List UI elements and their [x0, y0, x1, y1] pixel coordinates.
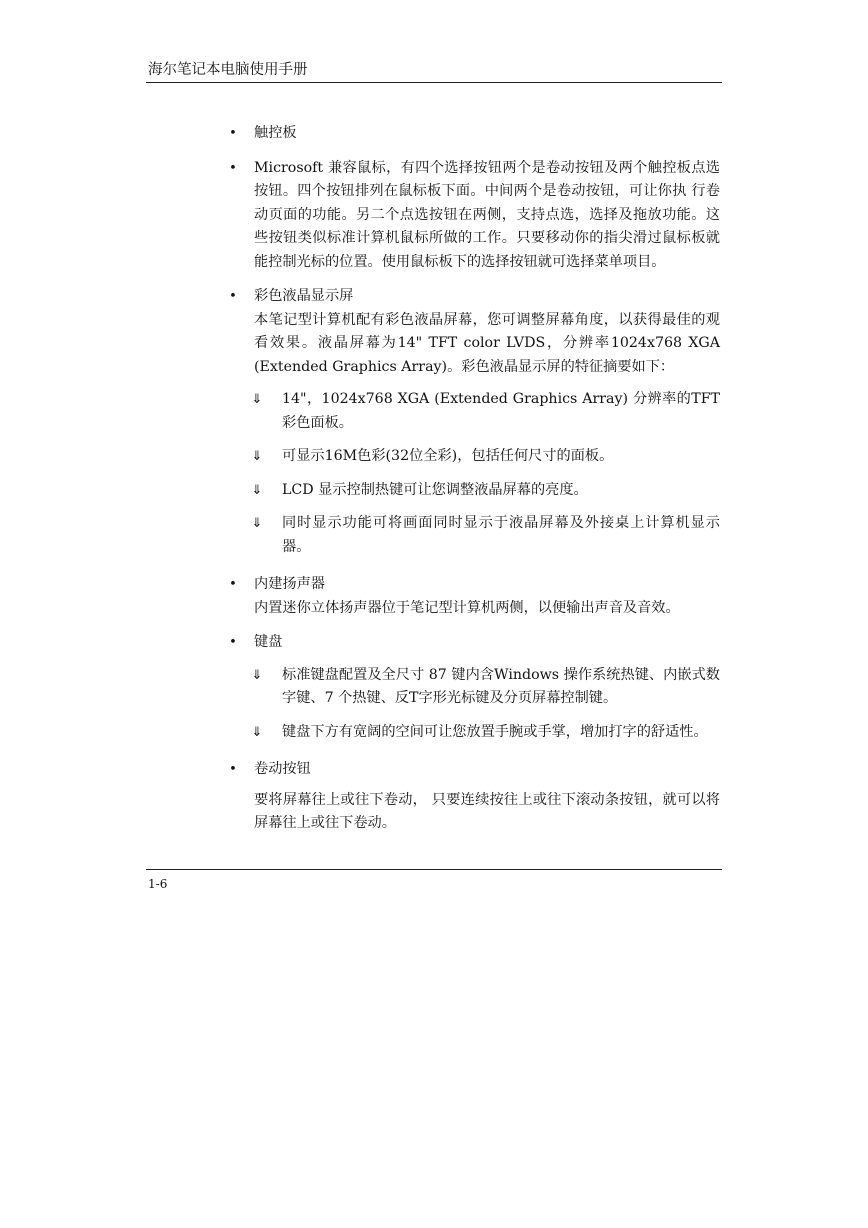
- page-number: 1-6: [148, 877, 168, 891]
- bullet-icon: •: [229, 762, 237, 777]
- list-item-text: 14"，1024x768 XGA (Extended Graphics Array) 分辨率的TFT 彩色面板。: [282, 391, 720, 431]
- section-text-lcd: 本笔记型计算机配有彩色液晶屏幕，您可调整屏幕角度，以获得最佳的观看效果。液晶屏幕为14" TFT color LVDS，分辨率1024x768 XGA (Extended Graphics Array)。彩色液晶显示屏的特征摘要如下：: [254, 311, 720, 375]
- bullet-speaker: [226, 573, 720, 620]
- list-item: [226, 445, 720, 469]
- list-item: [226, 664, 720, 711]
- bullet-keyboard: [226, 631, 720, 744]
- arrow-down-icon: ⇓: [251, 392, 263, 407]
- bullet-scroll: [226, 758, 720, 836]
- section-text-speaker: 内置迷你立体扬声器位于笔记型计算机两侧，以便输出声音及音效。: [254, 599, 680, 616]
- arrow-down-icon: ⇓: [251, 667, 263, 683]
- lcd-feature-list: [226, 388, 720, 559]
- list-item-text: LCD 显示控制热键可让您调整液晶屏幕的亮度。: [282, 481, 588, 498]
- bullet-icon: •: [229, 289, 237, 304]
- section-title-scroll: 卷动按钮: [254, 761, 311, 777]
- list-item-text: 键盘下方有宽阔的空间可让您放置手腕或手掌，增加打字的舒适性。: [282, 723, 708, 740]
- section-title-lcd: 彩色液晶显示屏: [254, 288, 354, 304]
- list-item-text: 标准键盘配置及全尺寸 87 键内含Windows 操作系统热键、内嵌式数字键、7 个热键、反T字形光标键及分页屏幕控制键。: [282, 666, 720, 706]
- list-item: [226, 512, 720, 559]
- bullet-icon: •: [229, 577, 237, 592]
- list-item: [226, 479, 720, 503]
- section-title-touchpad: 触控板: [254, 125, 297, 141]
- list-item-text: 可显示16M色彩(32位全彩)，包括任何尺寸的面板。: [282, 448, 614, 464]
- bullet-touchpad: [226, 122, 720, 146]
- arrow-down-icon: ⇓: [251, 449, 263, 464]
- section-title-keyboard: 键盘: [254, 634, 283, 650]
- header-divider: [146, 82, 722, 83]
- arrow-down-icon: ⇓: [251, 516, 263, 531]
- bullet-icon: •: [229, 160, 237, 176]
- list-item: [226, 721, 720, 745]
- arrow-down-icon: ⇓: [251, 482, 263, 498]
- section-title-speaker: 内建扬声器: [254, 576, 325, 592]
- list-item: [226, 388, 720, 435]
- section-text-mouse: Microsoft 兼容鼠标，有四个选择按钮两个是卷动按钮及两个触控板点选按钮。四个按钮排列在鼠标板下面。中间两个是卷动按钮，可让你执 行卷动页面的功能。另二个点选按钮在两侧，支持点选，选择及拖放功能。这些按钮类似标准计算机鼠标所做的工作。只要移动你的指尖滑过鼠标板就能控制光标的位置。使用鼠标板下的选择按钮就可选择菜单项目。: [254, 159, 720, 270]
- bullet-icon: •: [229, 635, 237, 650]
- bullet-icon: •: [229, 126, 237, 141]
- page-content: [226, 122, 720, 847]
- section-text-scroll: 要将屏幕往上或往下卷动， 只要连续按往上或往下滚动条按钮，就可以将屏幕往上或往下卷动。: [254, 791, 720, 831]
- bullet-lcd: [226, 285, 720, 559]
- keyboard-feature-list: [226, 664, 720, 745]
- footer-divider: [146, 869, 722, 870]
- list-item-text: 同时显示功能可将画面同时显示于液晶屏幕及外接桌上计算机显示器。: [282, 515, 720, 555]
- bullet-mouse: [226, 157, 720, 275]
- page-header-title: 海尔笔记本电脑使用手册: [148, 62, 308, 78]
- arrow-down-icon: ⇓: [251, 724, 263, 740]
